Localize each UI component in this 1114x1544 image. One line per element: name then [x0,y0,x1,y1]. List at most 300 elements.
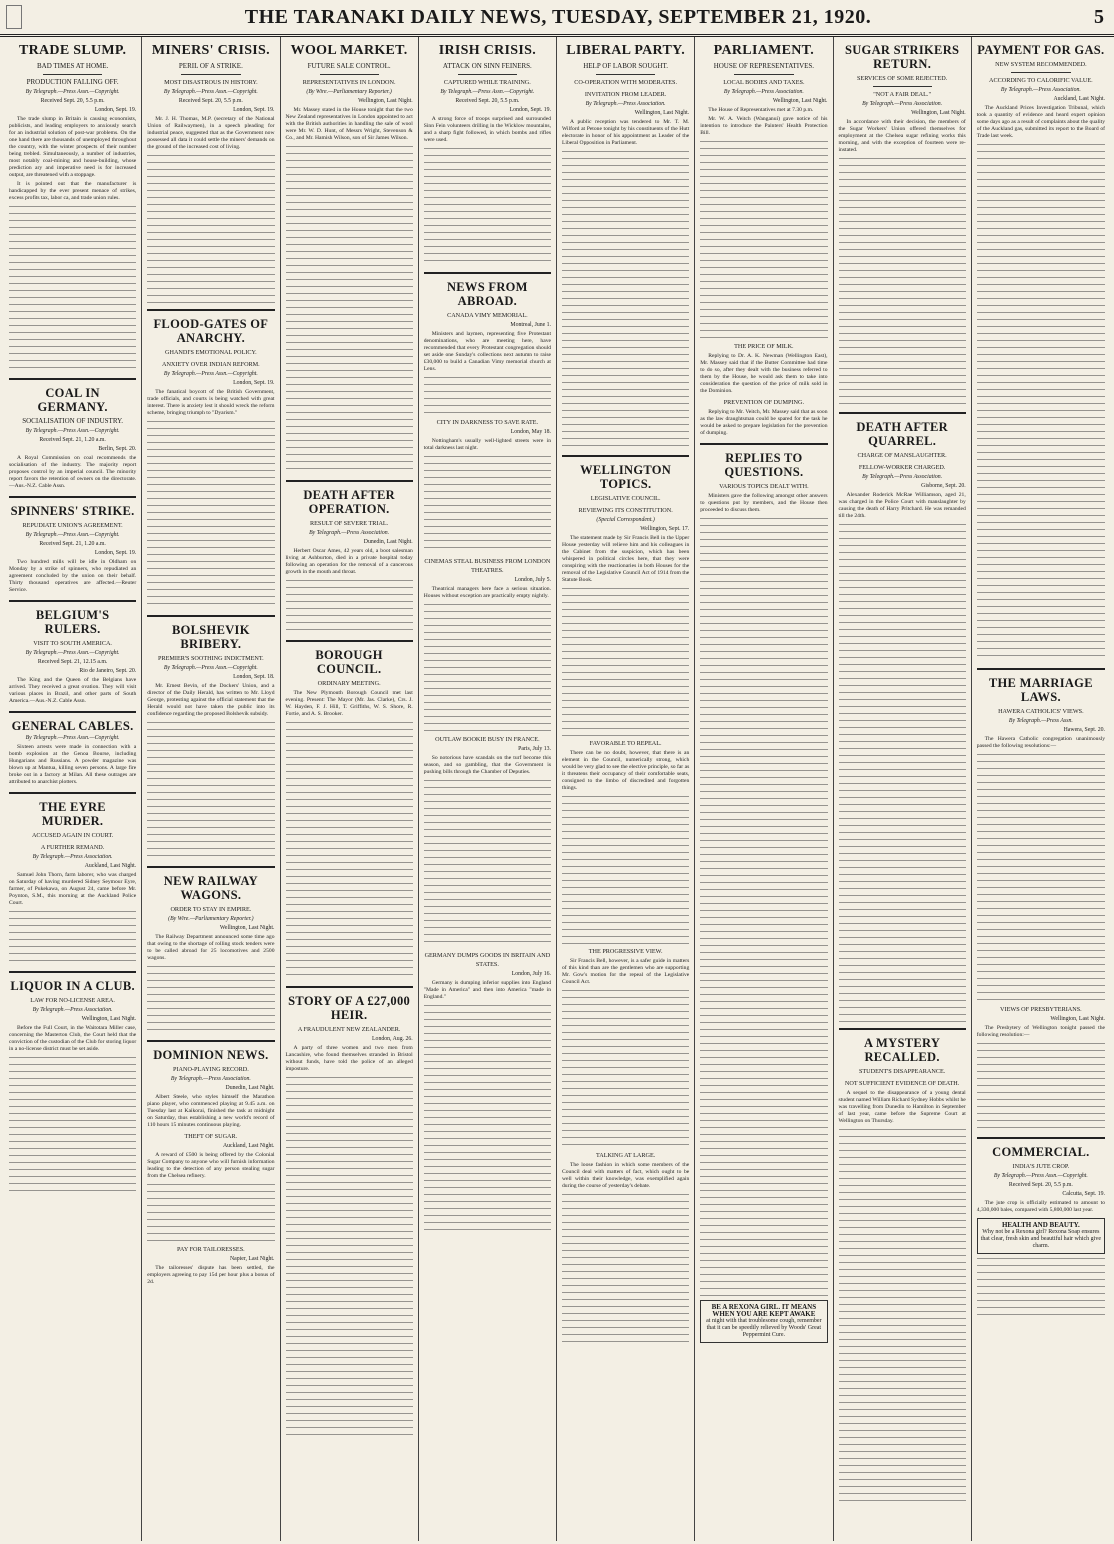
article-headline: WELLINGTON TOPICS. [580,463,672,491]
paragraph: A sequel to the disappearance of a young dental student named William Richard Sydney Hobbs whilst he was travelling from Dunedin to Hamilton in September of last year, came before the Supreme Court at Wellington on Thursday. [838,1090,966,1124]
section-rule [286,640,413,642]
newspaper-title: THE TARANAKI DAILY NEWS, TUESDAY, SEPTEMBER 21, 1920. [244,5,872,28]
dateline: London, July 16. [511,971,551,977]
article-subhead: SOCIALISATION OF INDUSTRY. [22,417,124,425]
article-body [424,980,551,1001]
article-subhead: FELLOW-WORKER CHARGED. [858,464,946,471]
article-body [286,107,413,142]
article-body [839,119,966,154]
article-subhead: LOCAL BODIES AND TAXES. [723,79,805,86]
paragraph: Replying to Mr. Veitch, Mr. Massey said that as soon as the law draughtsman could be spared for the task he would be asked to prepare legislation for the prevention of dumping. [700,409,828,436]
wire-credit: By Telegraph.—Press Association. [585,101,666,107]
article-body [977,1025,1105,1039]
paragraph: The jute crop is officially estimated to amount to 4,330,000 bales, compared with 5,800,000 last year. [976,1200,1105,1213]
paragraph: Replying to Dr. A. K. Newman (Wellington East), Mr. Massey said that if the Butter Committee had time to do so, after they dealt with the business referred to them by the House, he would ask them to take into consideration the question of the price of milk sold in the Dominion. [700,353,828,394]
article-text-continued [562,149,689,449]
article-subhead: ACCUSED AGAIN IN COURT. [31,832,114,839]
article-subhead: PRODUCTION FALLING OFF. [26,78,119,86]
article-text-continued [424,778,551,948]
dateline: Wellington, Last Night. [219,925,275,931]
newspaper-page [0,37,1114,1541]
paragraph: The tailoresses' dispute has been settled, the employers agreeing to pay 15d per hour plus a bonus of 2d. [147,1265,275,1285]
article-subhead: LAW FOR NO-LICENSE AREA. [30,997,115,1004]
received-line: Received Sept. 20, 5.5 p.m. [1008,1182,1073,1188]
article-subhead: CHARGE OF MANSLAUGHTER. [857,452,947,459]
article-subhead: VISIT TO SOUTH AMERICA. [33,640,112,647]
article-body [424,586,551,600]
dateline: London, May 18. [510,429,551,435]
column-4 [419,37,557,1541]
article-text-continued [286,144,413,474]
article-text-continued [424,602,551,732]
divider [1011,72,1071,73]
article-subhead: A FRAUDULENT NEW ZEALANDER. [297,1026,401,1033]
article-headline: THE MARRIAGE LAWS. [988,676,1093,704]
divider [181,74,240,75]
section-rule [286,480,413,482]
paragraph: Ministers and laymen, representing five Protestant denominations, who are meeting here, have recommended that every Protestant congregation should set aside one Sunday's collections next autumn to raise £30,000 to build a Canadian Vimy memorial church at Lens. [423,331,551,372]
article-body [286,1045,413,1073]
article-headline: MINERS' CRISIS. [151,43,270,58]
paragraph: The statement made by Sir Francis Bell in the Upper House yesterday will relieve him and his colleagues in the Cabinet from the suspicion, which has been whispered in political circles here, that they were conspiring with the reactionaries in both Houses for the removal of the Legislative Council Act of 1914 from the Statute Book. [562,535,690,583]
article-headline: DEATH AFTER QUARREL. [856,420,948,448]
section-rule [286,986,413,988]
wire-credit: (By Wire.—Parliamentary Reporter.) [168,916,254,922]
divider [596,74,655,75]
divider [43,74,102,75]
article-subhead: ANXIETY OVER INDIAN REFORM. [162,361,260,368]
article-body [9,455,136,490]
article-body [562,119,689,147]
paragraph: It is pointed out that the manufacturer is handicapped by the ever present menace of strikes, excess profits tax, labor ca, and trade union rules. [9,181,137,201]
article-body [839,1090,966,1125]
article-body [424,438,551,452]
dateline: Rio de Janeiro, Sept. 20. [79,668,137,674]
paragraph: The Presbytery of Wellington tonight passed the following resolution:— [976,1025,1105,1038]
paragraph: Ministers gave the following amongst other answers to questions put by members, and the House then proceeded to discuss them. [700,493,828,513]
article-subhead: THEFT OF SUGAR. [184,1133,238,1140]
article-text-continued [562,586,689,736]
paragraph: A party of three women and two men from Lancashire, who found themselves stranded in Bristol without funds, have told the police of an alleged imposture. [285,1045,413,1072]
article-body [147,389,274,417]
received-line: Received Sept. 21, 1.20 a.m. [39,541,106,547]
article-subhead: CITY IN DARKNESS TO SAVE RATE. [436,419,539,426]
ad-text: at night with that troublesome cough, remember that it can be speedily relieved by Woods' Great Peppermint Cure. [706,1318,822,1338]
received-line: Received Sept. 20, 5.5 p.m. [178,98,243,104]
paragraph: In accordance with their decision, the members of the Sugar Workers' Union offered themselves for employment at the Chelsea sugar refining works this morning, and with the exception of fourteen were re-instated. [838,119,966,153]
article-text-continued [147,153,274,303]
divider [320,74,379,75]
article-headline: DOMINION NEWS. [153,1048,269,1062]
wire-credit: By Telegraph.—Press Assn.—Copyright. [163,665,258,671]
divider [734,74,793,75]
dateline: Wellington, Last Night. [358,98,413,104]
article-subhead: STUDENT'S DISAPPEARANCE. [858,1068,946,1075]
paragraph: Albert Steele, who styles himself the Marathon piano player, who commenced playing at 9.45 a.m. on Tuesday last at Kaikorai, finished the task at midnight on Saturday, thus establishing a new world's record of 110 hours 15 minutes continuous playing. [147,1094,275,1128]
article-body [424,331,551,373]
article-subhead: OUTLAW BOOKIE BUSY IN FRANCE. [435,736,540,743]
article-body [286,548,413,576]
article-subhead: A FURTHER REMAND. [40,844,105,851]
article-subhead: ACCORDING TO CALORIFIC VALUE. [989,77,1093,84]
article-subhead: LEGISLATIVE COUNCIL. [590,495,661,502]
article-text-continued [424,146,551,266]
article-text-continued [700,516,827,1296]
article-body [147,1152,274,1180]
dateline: Wellington, Last Night. [772,98,828,104]
article-text-continued [839,1127,966,1507]
section-rule [9,600,136,602]
article-subhead: ORDINARY MEETING. [317,680,381,687]
article-headline: BELGIUM'S RULERS. [35,608,110,636]
article-headline: LIQUOR IN A CLUB. [10,979,135,993]
dateline: Wellington, Last Night. [911,110,966,116]
paragraph: So notorious have scandals on the turf become this season, and so gambling, that the Government is pushing bills through the Chamber of Deputies. [423,755,551,775]
article-subhead: THE PROGRESSIVE VIEW. [588,948,663,955]
article-headline: A MYSTERY RECALLED. [864,1036,941,1064]
section-rule [9,496,136,498]
dateline: London, Sept. 19. [94,550,137,556]
masthead [0,0,1114,37]
article-text-continued [147,1182,274,1242]
article-text-continued [839,156,966,406]
wire-credit: By Telegraph.—Press Association. [862,474,943,480]
article-headline: SUGAR STRIKERS RETURN. [844,43,960,71]
article-subhead: MOST DISASTROUS IN HISTORY. [164,79,258,86]
article-text-continued [147,964,274,1034]
article-subhead: PERIL OF A STRIKE. [178,62,243,70]
article-subhead: CO-OPERATION WITH MODERATES. [574,79,678,86]
paragraph: The Railway Department announced some time ago that owing to the shortage of rolling stock tenders were to be called abroad for 25 locomotives and 2500 wagons. [147,934,275,961]
article-subhead: ATTACK ON SINN FEINERS. [442,62,532,70]
article-text-continued [424,375,551,415]
article-subhead: SERVICES OF SOME REJECTED. [856,75,948,82]
article-headline: SPINNERS' STRIKE. [10,504,135,518]
article-subhead: PREMIER'S SOOTHING INDICTMENT. [158,655,264,662]
article-body [424,755,551,776]
article-subhead: TALKING AT LARGE. [595,1152,656,1159]
dateline: Dunedin, Last Night. [363,539,413,545]
article-headline: WOOL MARKET. [290,43,408,58]
article-text-continued [977,1256,1105,1316]
article-headline: LIBERAL PARTY. [566,43,686,58]
article-body [147,934,274,962]
article-subhead: HELP OF LABOR SOUGHT. [583,62,669,70]
section-rule [977,668,1105,670]
article-headline: COMMERCIAL. [992,1145,1090,1159]
article-text-continued [286,720,413,980]
article-body [700,353,827,395]
dateline: London, Sept. 19. [94,107,137,113]
article-body [9,1025,136,1053]
section-rule [839,1028,966,1030]
article-subhead: FAVORABLE TO REPEAL. [589,740,662,747]
article-body [9,677,136,705]
column-5 [557,37,695,1541]
dateline: London, Sept. 19. [233,107,275,113]
article-subhead: NOT SUFFICIENT EVIDENCE OF DEATH. [844,1080,960,1087]
wire-credit: By Telegraph.—Press Assn. [1008,718,1073,724]
paragraph: Two hundred mills will be idle in Oldham on Monday by a strike of spinners, who repudiated an agreement concluded by the union on their behalf. Thirty thousand operatives are affected.—Reuter Service. [9,559,137,593]
article-text-continued [700,139,827,339]
paragraph: Alexander Roderick McRae Williamson, aged 21, was charged in the Police Court with manslaughter by causing the death of Harry Pritchard. He was remanded till the 24th. [838,492,966,519]
section-rule [9,792,136,794]
article-headline: GENERAL CABLES. [11,719,134,733]
article-body [562,1162,689,1190]
wire-credit: By Telegraph.—Press Assn.—Copyright. [25,735,120,741]
paragraph: The loose fashion in which some members of the Council deal with matters of fact, which ought to be well within their knowledge, was exemplified again during the course of yesterday's debate. [562,1162,690,1189]
article-body [839,492,966,520]
article-subhead: VIEWS OF PRESBYTERIANS. [1000,1006,1082,1013]
article-headline: STORY OF A £27,000 HEIR. [288,994,411,1022]
article-headline: NEWS FROM ABROAD. [446,280,528,308]
article-subhead: HAWERA CATHOLICS' VIEWS. [998,708,1084,715]
wire-credit: By Telegraph.—Press Assn.—Copyright. [163,89,258,95]
article-body [424,116,551,144]
wire-credit: By Telegraph.—Press Association. [309,530,390,536]
article-body [9,116,136,202]
received-line: Received Sept. 20, 5.5 p.m. [455,98,520,104]
article-subhead: "NOT A FAIR DEAL." [873,91,931,98]
article-text-continued [9,204,136,372]
dateline: Dunedin, Last Night. [225,1085,275,1091]
article-body [9,872,136,907]
article-subhead: FUTURE SALE CONTROL. [307,62,391,70]
received-line: Received Sept. 20, 5.5 p.m. [40,98,105,104]
article-text-continued [9,1055,136,1195]
wire-credit: By Telegraph.—Press Association. [723,89,804,95]
received-line: Received Sept. 21, 12.15 a.m. [37,659,108,665]
paragraph: A Royal Commission on coal recommends the socialisation of the industry. The majority report proposes control by an imperial council. The minority report favors the retention of owners on the directorate.—Aus.-N.Z. Cable Assn. [9,455,137,489]
article-text-continued [286,578,413,634]
dateline: Berlin, Sept. 20. [98,446,137,452]
article-subhead: PIANO-PLAYING RECORD. [173,1066,249,1073]
wire-credit: By Telegraph.—Press Assn.—Copyright. [25,428,120,434]
article-subhead: INDIA'S JUTE CROP. [1012,1163,1070,1170]
divider [458,74,517,75]
divider [873,86,932,87]
paragraph: Germany is dumping inferior supplies into England "Made in America" and then into America "made in England." [423,980,551,1000]
article-body [147,1265,274,1286]
article-subhead: CAPTURED WHILE TRAINING. [443,79,531,86]
paragraph: Mr. W. A. Veitch (Wanganui) gave notice of his intention to introduce the Painters' Health Protection Bill. [700,116,828,136]
article-headline: PARLIAMENT. [713,43,815,58]
wire-credit: By Telegraph.—Press Assn.—Copyright. [25,650,120,656]
article-headline: PAYMENT FOR GAS. [977,43,1105,57]
wire-credit: (By Wire.—Parliamentary Reporter.) [306,89,392,95]
article-body [562,958,689,986]
article-subhead: REPUDIATE UNION'S AGREEMENT. [22,522,123,529]
wire-credit: By Telegraph.—Press Association. [32,854,113,860]
paragraph: The Hawera Catholic congregation unanimously passed the following resolutions:— [976,736,1105,749]
article-body [286,690,413,718]
wire-credit: (Special Correspondent.) [596,517,655,523]
article-subhead: RESULT OF SEVERE TRIAL. [309,520,389,527]
article-body [147,1094,274,1129]
dateline: London, July 5. [514,577,551,583]
dateline: Montreal, June 1. [510,322,551,328]
dateline: Auckland, Last Night. [222,1143,275,1149]
column-6 [695,37,833,1541]
article-body [700,107,827,137]
rexona-advertisement [700,1300,827,1343]
paragraph: The fanatical boycott of the British Government, trade officials, and courts is being watched with great interest. There is anxiety lest it should wreck the reform scheme, bringing triumph to "Dyarism." [147,389,275,416]
dateline: London, Sept. 18. [233,674,275,680]
article-text-continued [977,752,1105,1002]
article-subhead: HOUSE OF REPRESENTATIVES. [713,62,815,70]
section-rule [9,378,136,380]
article-headline: FLOOD-GATES OF ANARCHY. [153,317,269,345]
paragraph: The New Plymouth Borough Council met last evening. Present: The Mayor (Mr. Jas. Clarke), Crs. J. W. Hayden, F. J. Hill, T. Griffiths, W. S. Shore, R. Fortie, and A. S. Brooker. [285,690,413,717]
article-body [9,744,136,786]
section-rule [562,455,689,457]
paragraph: Theatrical managers here face a serious situation. Houses without exception are practically empty nightly. [423,586,551,599]
dateline: Auckland, Last Night. [84,863,137,869]
dateline: Paris, July 13. [518,746,551,752]
article-headline: TRADE SLUMP. [18,43,127,58]
ad-text: Why not be a Rexona girl? Rexona Soap ensures that clear, fresh skin and beautiful hair which give charm. [980,1229,1101,1249]
paragraph: Nottingham's usually well-lighted streets were in total darkness last night. [423,438,551,451]
section-rule [147,615,274,617]
paragraph: A strong force of troops surprised and surrounded Sinn Fein volunteers drilling in the Wicklow mountains, and a sharp fight followed, in which bombs and rifles were used. [423,116,551,143]
article-text-continued [147,419,274,609]
paragraph: Mr. J. H. Thomas, M.P. (secretary of the National Union of Railwaymen), in a speech pleading for industrial peace, suggested that as the Government now possessed all data it could settle the miners' demands on the ground of the increased cost of living. [147,116,275,150]
article-body [9,559,136,594]
paragraph: The King and the Queen of the Belgians have arrived. They received a great ovation. They will visit various places in Brazil, and other parts of South America.—Aus.-N.Z. Cable Assn. [9,677,137,704]
article-text-continued [977,1041,1105,1131]
article-text-continued [147,720,274,860]
paragraph: Sir Francis Bell, however, is a safer guide in matters of this kind than are the gentlemen who are supporting Mr. Gow's motion for the repeal of the Legislative Council Act. [562,958,690,985]
article-subhead: REVIEWING ITS CONSTITUTION. [578,507,673,514]
paragraph: Mr. Ernest Bevin, of the Dockers' Union, and a director of the Daily Herald, has written to Mr. Lloyd George, protesting against the official statement that the Herald would not have taken the public into its confidence regarding the proposed Bolshevik subsidy. [147,683,275,717]
paragraph: Mr. Massey stated in the House tonight that the two New Zealand representatives in London appointed to act with the British authorities in handling the sale of wool were Mr. W. D. Hunt, of Messrs Wright, Stevenson & Co., and Mr. Hamish Wilson, son of Sir James Wilson. [285,107,413,141]
dateline: Napier, Last Night. [229,1256,275,1262]
section-rule [147,866,274,868]
section-rule [9,971,136,973]
wire-credit: By Telegraph.—Press Assn.—Copyright. [440,89,535,95]
article-subhead: PAY FOR TAILORESSES. [177,1246,245,1253]
column-3 [281,37,419,1541]
ad-headline: HEALTH AND BEAUTY. [1001,1221,1080,1229]
health-beauty-advertisement [977,1218,1105,1254]
received-line: Received Sept. 21, 1.20 a.m. [39,437,106,443]
article-subhead: BAD TIMES AT HOME. [36,62,109,70]
dateline: Calcutta, Sept. 19. [1062,1191,1105,1197]
column-2 [142,37,280,1541]
article-body [700,493,827,514]
article-text-continued [9,909,136,965]
article-body [147,683,274,718]
wire-credit: By Telegraph.—Press Assn.—Copyright. [25,532,120,538]
article-headline: BOROUGH COUNCIL. [315,648,383,676]
dateline: London, Sept. 19. [509,107,551,113]
column-1 [4,37,142,1541]
paragraph: Sixteen arrests were made in connection with a bomb explosion at the Genoa Bourse, including Hungarians and Russians. A powder magazine was blown up at Mantua, killing seven persons. A large fire broke out in a factory at Milan. All these outrages are attributed to anarchist plotters. [9,744,137,785]
article-subhead: CINEMAS STEAL BUSINESS FROM LONDON THEATRES. [424,558,551,574]
wire-credit: By Telegraph.—Press Association. [170,1076,251,1082]
dateline: London, Aug. 26. [372,1036,413,1042]
article-text-continued [286,1075,413,1435]
paragraph: The trade slump in Britain is causing economists, publicists, and leading employers to anxiously search for an industrial solution of post-war problems. On the one hand there are thousands of unemployed throughout the country, with the winter prospects of their number being trebled. Simultaneously, a number of industries, most notably coal-mining and house-building, whose prediction ary and imperative need is for increased output, are threatened with a stoppage. [9,116,137,178]
article-body [977,1200,1105,1214]
article-headline: NEW RAILWAY WAGONS. [163,874,258,902]
wire-credit: By Telegraph.—Press Assn.—Copyright. [25,89,120,95]
article-subhead: INVITATION FROM LEADER. [584,91,667,98]
page-corner-mark [6,5,22,29]
article-subhead: VARIOUS TOPICS DEALT WITH. [719,483,809,490]
page-number: 5 [1094,5,1104,28]
article-text-continued [424,454,551,554]
article-body [977,736,1105,750]
dateline: Gisborne, Sept. 20. [921,483,966,489]
dateline: Wellington, Sept. 17. [640,526,690,532]
section-rule [147,1040,274,1042]
wire-credit: By Telegraph.—Press Association. [862,101,943,107]
article-subhead: REPRESENTATIVES IN LONDON. [302,79,396,86]
article-subhead: PREVENTION OF DUMPING. [723,399,805,406]
section-rule [977,1137,1105,1139]
article-subhead: ORDER TO STAY IN EMPIRE. [170,906,252,913]
section-rule [424,272,551,274]
article-body [562,750,689,792]
article-text-continued [839,522,966,1022]
column-7 [834,37,972,1541]
dateline: Wellington, Last Night. [634,110,690,116]
article-body [977,105,1105,140]
paragraph: A reward of £500 is being offered by the Colonial Sugar Company to anyone who will furnish information leading to the detection of any person stealing sugar from the Chelsea refinery. [147,1152,275,1179]
paragraph: Herbert Oscar Ames, 42 years old, a boot salesman living at Ashburton, died in a private hospital today following an operation for the removal of a cancerous growth in the mouth and throat. [285,548,413,575]
article-text-continued [424,1003,551,1233]
article-headline: COAL IN GERMANY. [37,386,108,414]
article-headline: DEATH AFTER OPERATION. [303,488,395,516]
dateline: Auckland, Last Night. [1053,96,1105,102]
paragraph: The Auckland Prices Investigation Tribunal, which took a quantity of evidence and heard expert opinion some days ago as a result of complaints about the quality of the Auckland gas, submitted its report to the Board of Trade last week. [976,105,1105,139]
section-rule [9,711,136,713]
dateline: Hawera, Sept. 20. [1063,727,1105,733]
dateline: Wellington, Last Night. [1050,1016,1105,1022]
paragraph: Samuel John Thorn, farm laborer, who was charged on Saturday of having murdered Sidney Seymour Eyre, farmer, of Pukekawa, on August 24, came before Mr. Poynton, S.M., this morning at the Auckland Police Court. [9,872,137,906]
article-headline: IRISH CRISIS. [438,43,537,58]
paragraph: There can be no doubt, however, that there is an element in the Council, numerically strong, which would be very glad to see the elective principle, so far as it threatens their occupancy of their comfortable seats, consigned to the limbo of discredited and forgotten things. [562,750,690,791]
paragraph: The House of Representatives met at 7.30 p.m. [708,107,814,113]
article-subhead: CANADA VIMY MEMORIAL. [447,312,528,319]
wire-credit: By Telegraph.—Press Association. [32,1007,113,1013]
article-text-continued [562,794,689,944]
article-subhead: GERMANY DUMPS GOODS IN BRITAIN AND STATES. [424,952,551,968]
article-headline: THE EYRE MURDER. [39,800,106,828]
section-rule [700,443,827,445]
article-subhead: GHANDI'S EMOTIONAL POLICY. [165,349,257,356]
dateline: Wellington, Last Night. [81,1016,137,1022]
article-subhead: NEW SYSTEM RECOMMENDED. [995,61,1087,68]
paragraph: Before the Full Court, in the Waitotara Miller case, concerning the Masterton Club, the Court held that the conviction of the custodian of the Club for storing liquor in a no-license district must be set aside. [9,1025,137,1052]
article-body [700,409,827,437]
wire-credit: By Telegraph.—Press Association. [1000,87,1081,93]
dateline: London, Sept. 19. [233,380,275,386]
ad-headline: BE A REXONA GIRL. IT MEANS WHEN YOU ARE KEPT AWAKE [711,1303,817,1318]
wire-credit: By Telegraph.—Press Assn.—Copyright. [163,371,258,377]
article-body [562,535,689,584]
article-headline: BOLSHEVIK BRIBERY. [172,623,250,651]
wire-credit: By Telegraph.—Press Assn.—Copyright. [993,1173,1088,1179]
paragraph: A public reception was tendered to Mr. T. M. Wilford at Petone tonight by his constituents of the Hutt electorate in honor of his appointment as Leader of the Liberal Opposition in Parliament. [562,119,690,146]
article-text-continued [562,1192,689,1342]
section-rule [147,309,274,311]
article-text-continued [977,142,1105,662]
article-body [147,116,274,151]
section-rule [839,412,966,414]
article-headline: REPLIES TO QUESTIONS. [724,451,804,479]
